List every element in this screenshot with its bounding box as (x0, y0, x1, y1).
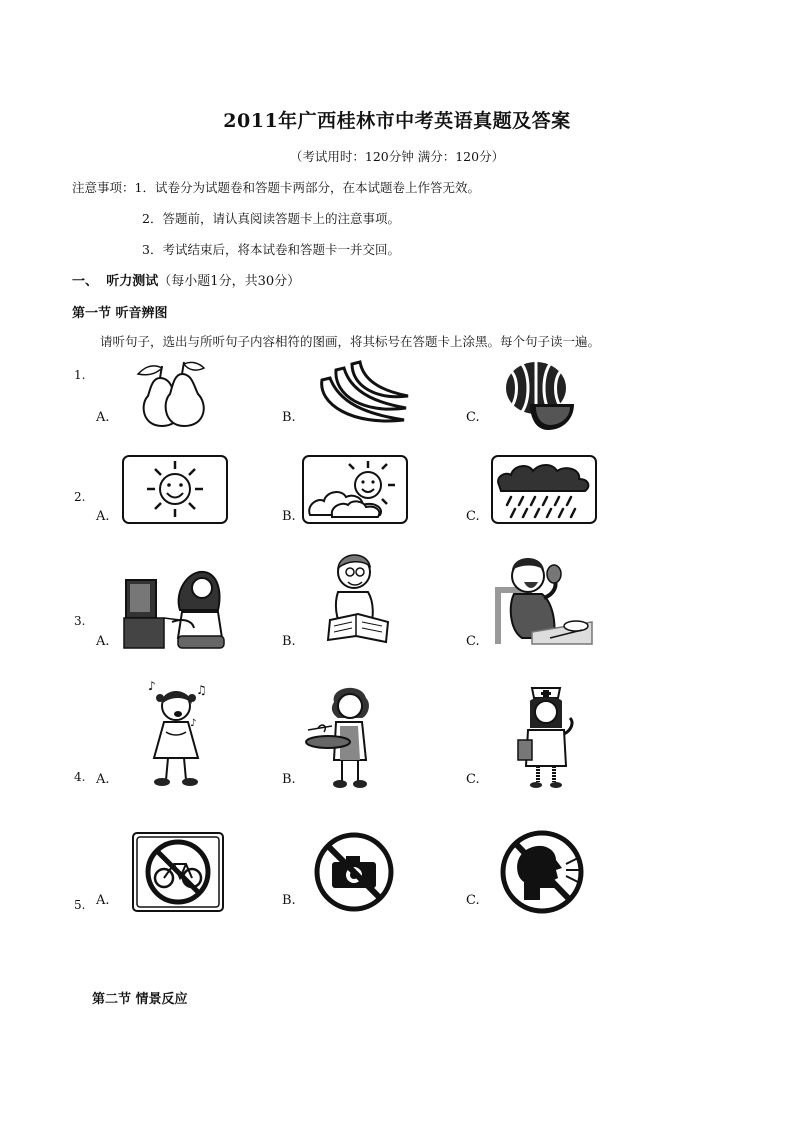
option-a-label: A. (96, 893, 110, 908)
pears-icon (130, 360, 216, 430)
option-a-label: A. (96, 772, 110, 787)
notes-first-line (72, 178, 480, 196)
no-bicycle-icon (132, 832, 224, 912)
option-b-label: B. (282, 634, 296, 649)
bananas-icon (312, 360, 412, 432)
sun-icon (122, 455, 228, 524)
cooking-girl-icon (304, 682, 384, 790)
option-c-label: C. (466, 634, 480, 649)
notes-label: 注意事项： (72, 180, 135, 195)
note-item-1: 1．试卷分为试题卷和答题卡两部分，在本试题卷上作答无效。 (134, 180, 480, 195)
option-c-label: C. (466, 893, 480, 908)
part-score: （每小题1分，共30分） (158, 274, 301, 289)
watermelon-icon (500, 360, 576, 432)
option-a-label: A. (96, 410, 110, 425)
section1-instruction: 请听句子，选出与所听句子内容相符的图画，将其标号在答题卡上涂黑。每个句子读一遍。 (100, 334, 601, 349)
option-b-label: B. (282, 893, 296, 908)
option-b-label: B. (282, 772, 296, 787)
option-c-label: C. (466, 772, 480, 787)
svg-text:♪: ♪ (190, 718, 197, 729)
page-title: 2011年广西桂林市中考英语真题及答案 (223, 110, 571, 132)
option-a-label: A. (96, 509, 110, 524)
question-number: 4. (74, 770, 86, 784)
eating-icon (492, 550, 594, 646)
part-title: 听力测试 (106, 274, 159, 289)
note-item-2: 2．答题前，请认真阅读答题卡上的注意事项。 (142, 211, 400, 226)
sun-cloud-icon (302, 455, 408, 524)
question-number: 3. (74, 614, 86, 628)
reading-book-icon (322, 548, 392, 648)
svg-text:♫: ♫ (196, 683, 207, 697)
svg-text:♪: ♪ (148, 679, 156, 693)
note-item-3: 3．考试结束后，将本试卷和答题卡一并交回。 (142, 242, 400, 257)
no-camera-icon (312, 830, 396, 914)
option-c-label: C. (466, 509, 480, 524)
section2-heading: 第二节 情景反应 (92, 992, 188, 1007)
exam-info: （考试用时：120分钟 满分：120分） (289, 149, 505, 164)
rain-cloud-icon (491, 455, 597, 524)
part-heading (72, 270, 300, 289)
singing-girl-icon (146, 676, 210, 790)
option-b-label: B. (282, 410, 296, 425)
option-b-label: B. (282, 509, 296, 524)
question-number: 1. (74, 368, 86, 382)
no-speaking-icon (500, 826, 588, 916)
question-number: 5. (74, 898, 86, 912)
watching-tv-icon (122, 562, 226, 650)
part-number: 一、 (72, 274, 99, 289)
nurse-icon (514, 682, 578, 790)
question-number: 2. (74, 490, 86, 504)
option-a-label: A. (96, 634, 110, 649)
option-c-label: C. (466, 410, 480, 425)
section1-heading: 第一节 听音辨图 (72, 306, 168, 321)
